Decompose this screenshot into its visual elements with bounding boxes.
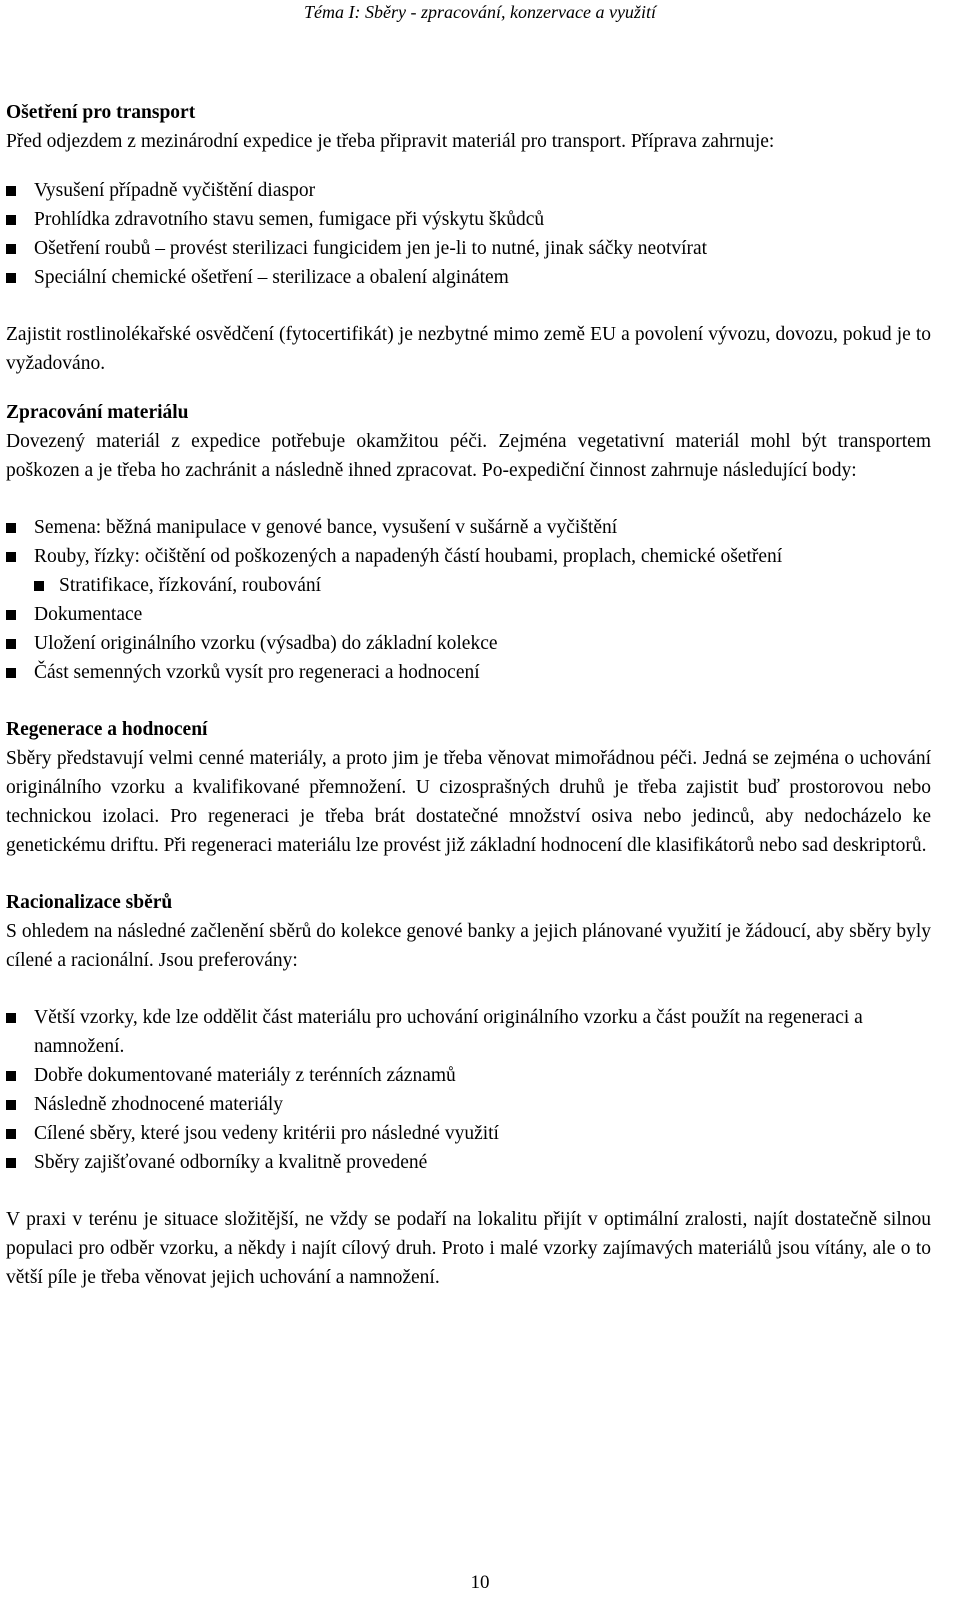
- list-item: Dokumentace: [6, 600, 931, 629]
- document-body: [6, 98, 931, 1292]
- square-bullet-icon: [34, 581, 44, 591]
- paragraph-regeneration: Sběry představují velmi cenné materiály, a proto jim je třeba věnovat mimořádnou péči. Jedná se zejména o uchování originálního vzorku a kvalifikované přemnožení. U cizosprašných druhů je třeba zajistit buď prostorovou nebo technickou izolaci. Pro regeneraci je třeba brát dostatečné množství osiva nebo jedinců, aby nedocházelo ke genetickému driftu. Při regeneraci materiálu lze provést již základní hodnocení dle klasifikátorů nebo sad deskriptorů.: [6, 748, 931, 856]
- section-heading-transport: Ošetření pro transport: [6, 102, 196, 123]
- list-item: Uložení originálního vzorku (výsadba) do základní kolekce: [6, 629, 931, 658]
- bullet-list-processing: [6, 513, 931, 687]
- square-bullet-icon: [6, 186, 16, 196]
- square-bullet-icon: [6, 610, 16, 620]
- square-bullet-icon: [6, 523, 16, 533]
- list-item: Větší vzorky, kde lze oddělit část materiálu pro uchování originálního vzorku a část použít na regeneraci a namnožení.: [6, 1003, 931, 1061]
- list-item: Sběry zajišťované odborníky a kvalitně provedené: [6, 1148, 931, 1177]
- list-item: Rouby, řízky: očištění od poškozených a napadenýh částí houbami, proplach, chemické ošetření: [6, 542, 931, 571]
- list-item: Stratifikace, řízkování, roubování: [6, 571, 931, 600]
- list-item: Ošetření roubů – provést sterilizaci fungicidem jen je-li to nutné, jinak sáčky neotvírat: [6, 234, 931, 263]
- paragraph-transport-after: Zajistit rostlinolékařské osvědčení (fytocertifikát) je nezbytné mimo země EU a povolení vývozu, dovozu, pokud je to vyžadováno.: [6, 324, 931, 374]
- list-item: Část semenných vzorků vysít pro regeneraci a hodnocení: [6, 658, 931, 687]
- square-bullet-icon: [6, 273, 16, 283]
- square-bullet-icon: [6, 639, 16, 649]
- list-item: Následně zhodnocené materiály: [6, 1090, 931, 1119]
- square-bullet-icon: [6, 1129, 16, 1139]
- section-heading-processing: Zpracování materiálu: [6, 402, 189, 423]
- square-bullet-icon: [6, 552, 16, 562]
- list-item: Cílené sběry, které jsou vedeny kritérii pro následné využití: [6, 1119, 931, 1148]
- list-item: Prohlídka zdravotního stavu semen, fumigace při výskytu škůdců: [6, 205, 931, 234]
- square-bullet-icon: [6, 1071, 16, 1081]
- section-heading-rationalization: Racionalizace sběrů: [6, 892, 173, 913]
- paragraph-rationalization-closing: V praxi v terénu je situace složitější, ne vždy se podaří na lokalitu přijít v optimální zralosti, najít dostatečně silnou populaci pro odběr vzorku, a někdy i najít cílový druh. Proto i malé vzorky zajímavých materiálů jsou vítány, ale o to větší píle je třeba věnovat jejich uchování a namnožení.: [6, 1209, 931, 1288]
- square-bullet-icon: [6, 244, 16, 254]
- running-header: Téma I: Sběry - zpracování, konzervace a využití: [304, 2, 656, 22]
- list-item: Semena: běžná manipulace v genové bance, vysušení v sušárně a vyčištění: [6, 513, 931, 542]
- list-item: Dobře dokumentované materiály z terénních záznamů: [6, 1061, 931, 1090]
- page-number: 10: [470, 1572, 490, 1593]
- square-bullet-icon: [6, 668, 16, 678]
- square-bullet-icon: [6, 215, 16, 225]
- paragraph-processing-intro: Dovezený materiál z expedice potřebuje okamžitou péči. Zejména vegetativní materiál mohl být transportem poškozen a je třeba ho zachránit a následně ihned zpracovat. Po-expediční činnost zahrnuje následující body:: [6, 431, 931, 481]
- paragraph-rationalization-intro: S ohledem na následné začlenění sběrů do kolekce genové banky a jejich plánované využití je žádoucí, aby sběry byly cílené a racionální. Jsou preferovány:: [6, 921, 931, 971]
- section-heading-regeneration: Regenerace a hodnocení: [6, 719, 208, 740]
- bullet-list-rationalization: [6, 1003, 931, 1177]
- square-bullet-icon: [6, 1158, 16, 1168]
- square-bullet-icon: [6, 1013, 16, 1023]
- square-bullet-icon: [6, 1100, 16, 1110]
- list-item: Speciální chemické ošetření – sterilizace a obalení alginátem: [6, 263, 931, 292]
- bullet-list-transport: [6, 176, 931, 292]
- paragraph-transport-intro: Před odjezdem z mezinárodní expedice je třeba připravit materiál pro transport. Příprava zahrnuje:: [6, 131, 775, 152]
- list-item: Vysušení případně vyčištění diaspor: [6, 176, 931, 205]
